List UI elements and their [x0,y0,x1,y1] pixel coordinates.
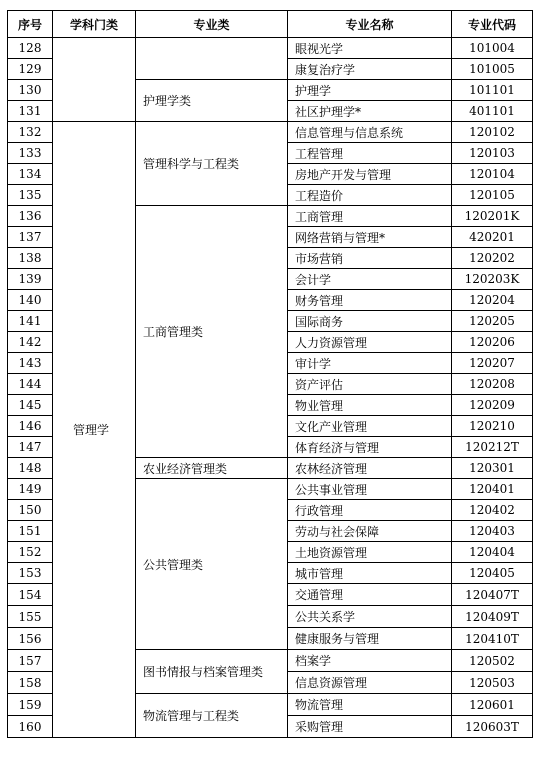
cell-major-name: 公共事业管理 [288,479,452,500]
cell-gate [53,38,136,122]
cell-seq: 135 [8,185,53,206]
cell-major-code: 120407T [452,584,533,606]
cell-class: 工商管理类 [136,206,288,458]
cell-major-name: 国际商务 [288,311,452,332]
header-major-name: 专业名称 [288,11,452,38]
cell-class: 护理学类 [136,80,288,122]
cell-seq: 137 [8,227,53,248]
cell-major-code: 101101 [452,80,533,101]
cell-seq: 155 [8,606,53,628]
cell-major-name: 市场营销 [288,248,452,269]
cell-seq: 154 [8,584,53,606]
cell-major-name: 劳动与社会保障 [288,521,452,542]
header-major-code: 专业代码 [452,11,533,38]
cell-seq: 131 [8,101,53,122]
cell-major-name: 审计学 [288,353,452,374]
cell-major-code: 120601 [452,694,533,716]
cell-seq: 133 [8,143,53,164]
cell-major-name: 护理学 [288,80,452,101]
cell-major-name: 农林经济管理 [288,458,452,479]
header-row [8,11,533,38]
cell-major-name: 物业管理 [288,395,452,416]
cell-major-name: 采购管理 [288,716,452,738]
cell-seq: 146 [8,416,53,437]
cell-seq: 138 [8,248,53,269]
header-class: 专业类 [136,11,288,38]
cell-major-name: 城市管理 [288,563,452,584]
cell-seq: 153 [8,563,53,584]
cell-seq: 158 [8,672,53,694]
cell-major-code: 120209 [452,395,533,416]
cell-major-code: 101005 [452,59,533,80]
cell-seq: 156 [8,628,53,650]
cell-seq: 157 [8,650,53,672]
cell-class: 管理科学与工程类 [136,122,288,206]
cell-major-name: 人力资源管理 [288,332,452,353]
cell-seq: 129 [8,59,53,80]
cell-major-name: 文化产业管理 [288,416,452,437]
cell-major-name: 社区护理学* [288,101,452,122]
cell-major-name: 行政管理 [288,500,452,521]
cell-seq: 142 [8,332,53,353]
cell-major-code: 120405 [452,563,533,584]
cell-major-name: 工商管理 [288,206,452,227]
cell-major-code: 120503 [452,672,533,694]
cell-seq: 128 [8,38,53,59]
cell-major-name: 公共关系学 [288,606,452,628]
cell-major-code: 120301 [452,458,533,479]
cell-class [136,38,288,80]
cell-seq: 141 [8,311,53,332]
cell-major-code: 120410T [452,628,533,650]
cell-seq: 132 [8,122,53,143]
cell-seq: 147 [8,437,53,458]
cell-major-code: 120210 [452,416,533,437]
cell-class: 农业经济管理类 [136,458,288,479]
cell-major-name: 网络营销与管理* [288,227,452,248]
cell-major-code: 120603T [452,716,533,738]
cell-seq: 145 [8,395,53,416]
cell-major-name: 房地产开发与管理 [288,164,452,185]
cell-major-code: 120402 [452,500,533,521]
header-seq: 序号 [8,11,53,38]
table-body [8,38,533,738]
cell-class: 图书情报与档案管理类 [136,650,288,694]
cell-seq: 134 [8,164,53,185]
cell-major-code: 120401 [452,479,533,500]
cell-seq: 151 [8,521,53,542]
table-wrapper [7,10,533,738]
cell-major-name: 物流管理 [288,694,452,716]
cell-major-name: 眼视光学 [288,38,452,59]
cell-seq: 140 [8,290,53,311]
cell-major-code: 120206 [452,332,533,353]
cell-major-name: 康复治疗学 [288,59,452,80]
cell-seq: 152 [8,542,53,563]
cell-major-code: 120203K [452,269,533,290]
cell-major-name: 信息资源管理 [288,672,452,694]
cell-major-code: 120201K [452,206,533,227]
cell-major-name: 工程管理 [288,143,452,164]
cell-gate: 管理学 [53,122,136,738]
cell-major-name: 交通管理 [288,584,452,606]
cell-class: 公共管理类 [136,479,288,650]
cell-seq: 160 [8,716,53,738]
cell-major-code: 120103 [452,143,533,164]
cell-major-name: 信息管理与信息系统 [288,122,452,143]
cell-seq: 130 [8,80,53,101]
cell-major-code: 120208 [452,374,533,395]
cell-major-name: 档案学 [288,650,452,672]
cell-major-code: 120205 [452,311,533,332]
cell-major-code: 101004 [452,38,533,59]
cell-major-name: 会计学 [288,269,452,290]
cell-major-name: 工程造价 [288,185,452,206]
cell-major-code: 120202 [452,248,533,269]
cell-major-code: 120204 [452,290,533,311]
cell-class: 物流管理与工程类 [136,694,288,738]
cell-major-name: 体育经济与管理 [288,437,452,458]
cell-major-code: 120403 [452,521,533,542]
major-catalog-table [7,10,533,738]
cell-major-name: 土地资源管理 [288,542,452,563]
cell-seq: 139 [8,269,53,290]
cell-seq: 148 [8,458,53,479]
cell-seq: 150 [8,500,53,521]
table-row [8,122,533,143]
cell-seq: 144 [8,374,53,395]
cell-major-code: 120105 [452,185,533,206]
cell-major-code: 420201 [452,227,533,248]
header-gate: 学科门类 [53,11,136,38]
cell-major-code: 120207 [452,353,533,374]
cell-major-code: 120404 [452,542,533,563]
cell-seq: 143 [8,353,53,374]
cell-major-name: 财务管理 [288,290,452,311]
cell-major-code: 120102 [452,122,533,143]
cell-major-code: 120212T [452,437,533,458]
cell-seq: 159 [8,694,53,716]
cell-major-name: 健康服务与管理 [288,628,452,650]
cell-major-name: 资产评估 [288,374,452,395]
cell-seq: 136 [8,206,53,227]
cell-major-code: 120409T [452,606,533,628]
cell-major-code: 401101 [452,101,533,122]
table-row [8,38,533,59]
cell-major-code: 120104 [452,164,533,185]
cell-major-code: 120502 [452,650,533,672]
cell-seq: 149 [8,479,53,500]
